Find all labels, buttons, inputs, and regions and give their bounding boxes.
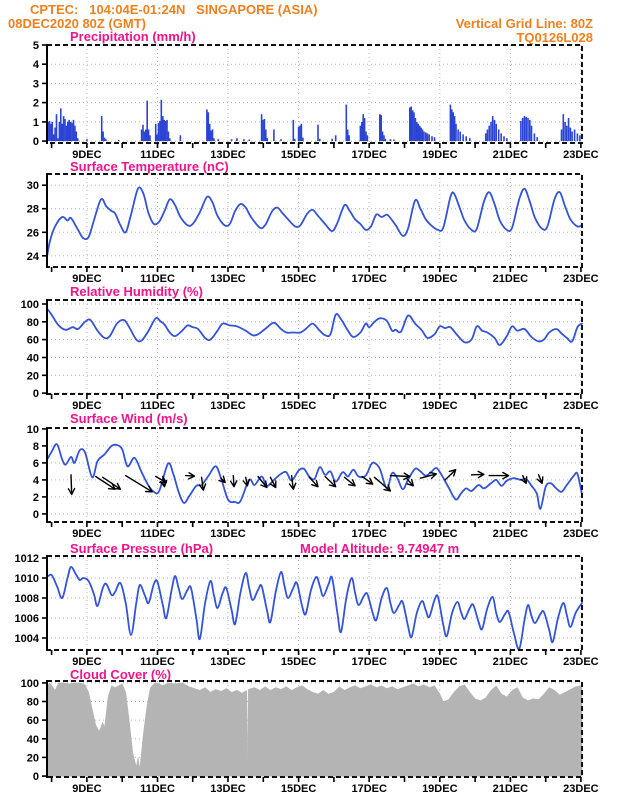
precip-bar (262, 120, 264, 141)
precip-bar (236, 138, 238, 141)
y-tick-label: 5 (32, 40, 39, 52)
precip-bar (273, 130, 275, 142)
x-tick-label: 21DEC (492, 400, 529, 412)
surface-pressure-panel (15, 553, 599, 668)
precip-bar (420, 128, 422, 142)
precip-bar (416, 122, 418, 141)
x-tick-label: 21DEC (492, 149, 529, 161)
x-tick-label: 23DEC (563, 400, 599, 412)
precip-bar (413, 112, 415, 141)
x-tick-label: 11DEC (140, 400, 175, 412)
y-tick-label: 80 (26, 316, 39, 329)
x-tick-label: 11DEC (140, 149, 175, 161)
panel-frame (47, 556, 582, 650)
wind-arrow (445, 470, 456, 480)
x-tick-label: 19DEC (422, 656, 458, 668)
precip-bar (61, 124, 63, 141)
precip-bar (231, 139, 233, 141)
precip-bar (86, 139, 88, 141)
precip-bar (73, 120, 75, 141)
vertical-grid-note: Vertical Grid Line: 80Z (455, 16, 593, 31)
wind-arrow (68, 475, 74, 495)
precip-bar (524, 116, 526, 141)
precip-bar (59, 122, 61, 141)
x-tick-label: 21DEC (492, 656, 529, 668)
precip-bar (146, 101, 148, 141)
surface-temperature-panel (27, 173, 599, 285)
precip-bar (506, 138, 508, 141)
x-tick-label: 15DEC (280, 149, 317, 161)
y-tick-label: 0 (32, 136, 39, 149)
precip-bar (248, 140, 250, 142)
wind-arrow (537, 475, 543, 484)
precip-bar (393, 140, 395, 142)
y-tick-label: 0 (32, 388, 39, 401)
surface-pressure-series (47, 567, 582, 649)
wind-arrow (472, 471, 484, 477)
precip-bar (118, 140, 120, 141)
y-tick-label: 0 (32, 508, 39, 521)
panel-title-wind: Surface Wind (m/s) (70, 411, 188, 426)
x-tick-label: 13DEC (210, 528, 246, 540)
wind-arrow (200, 477, 206, 490)
precip-bar (165, 121, 167, 141)
wind-arrow (243, 477, 249, 486)
precip-bar (264, 119, 266, 141)
y-tick-label: 6 (32, 457, 39, 470)
x-tick-label: 19DEC (422, 783, 458, 795)
precip-bar (457, 130, 459, 142)
x-tick-label: 23DEC (563, 783, 599, 795)
wind-arrow (186, 473, 195, 479)
precip-bar (158, 123, 160, 141)
x-tick-label: 21DEC (492, 528, 529, 540)
precip-bar (380, 115, 382, 141)
precip-bar (531, 126, 533, 141)
precip-bar (302, 138, 304, 142)
precip-bar (217, 139, 219, 141)
precip-bar (293, 120, 295, 141)
precip-bar (101, 116, 103, 141)
cloud-cover-series (47, 683, 582, 776)
precip-bar (455, 124, 457, 141)
precip-bar (265, 130, 267, 142)
precip-bar (180, 135, 182, 141)
x-tick-label: 9DEC (72, 528, 102, 540)
x-tick-label: 21DEC (492, 783, 529, 795)
y-tick-label: 1012 (14, 553, 39, 565)
precip-bar (490, 122, 492, 141)
precip-bar (53, 134, 55, 141)
x-tick-label: 15DEC (280, 656, 317, 668)
precip-bar (335, 135, 337, 141)
precip-bar (500, 133, 502, 141)
precip-bar (427, 133, 429, 141)
precip-bar (418, 124, 420, 141)
panel-title-humidity: Relative Humidity (%) (70, 284, 203, 299)
precip-bar (527, 118, 529, 141)
precip-bar (102, 132, 104, 142)
precip-bar (347, 130, 349, 142)
y-tick-label: 2 (32, 491, 39, 504)
precip-bar (566, 126, 568, 141)
precip-bar (536, 137, 538, 141)
precip-bar (74, 126, 76, 141)
x-tick-label: 23DEC (563, 656, 599, 668)
y-tick-label: 80 (26, 696, 39, 709)
panel-frame (47, 300, 582, 394)
y-tick-label: 8 (32, 440, 39, 453)
precip-bar (298, 127, 300, 141)
precip-bar (299, 126, 301, 141)
y-tick-label: 60 (26, 334, 39, 347)
precip-bar (49, 121, 51, 141)
wind-arrow (231, 476, 237, 487)
x-tick-label: 19DEC (422, 528, 458, 540)
x-tick-label: 21DEC (492, 273, 529, 285)
x-tick-label: 17DEC (351, 149, 387, 161)
precip-bar (415, 118, 417, 141)
precipitation-panel (33, 40, 599, 161)
station-header: CPTEC: 104:04E-01:24N SINGAPORE (ASIA) (30, 2, 318, 17)
precip-bar (571, 132, 573, 142)
x-tick-label: 17DEC (351, 783, 387, 795)
y-tick-label: 1004 (14, 633, 39, 645)
precip-bar (346, 105, 348, 142)
precip-bar (155, 124, 157, 141)
precip-bar (379, 114, 381, 141)
precip-bar (492, 116, 494, 141)
precip-bar (144, 132, 146, 142)
cloud-cover-panel (21, 678, 599, 795)
precip-bar (382, 132, 384, 142)
y-tick-label: 3 (32, 78, 39, 91)
precip-bar (563, 114, 565, 141)
precip-bar (76, 132, 78, 142)
precip-bar (534, 133, 536, 141)
panel-title-precipitation: Precipitation (mm/h) (70, 29, 196, 44)
precip-bar (104, 138, 106, 142)
x-tick-label: 15DEC (280, 400, 317, 412)
x-tick-label: 17DEC (351, 273, 387, 285)
y-tick-label: 4 (32, 474, 39, 487)
precip-bar (348, 135, 350, 141)
precip-bar (145, 130, 147, 142)
precip-bar (419, 126, 421, 141)
precip-bar (64, 119, 66, 141)
precip-bar (465, 136, 467, 141)
x-tick-label: 19DEC (422, 273, 458, 285)
precip-bar (142, 125, 144, 141)
x-tick-label: 13DEC (210, 273, 246, 285)
x-tick-label: 9DEC (72, 400, 102, 412)
wind-arrow (345, 477, 356, 486)
precip-bar (71, 123, 73, 141)
precip-bar (520, 121, 522, 141)
precip-bar (425, 132, 427, 141)
y-tick-label: 20 (26, 752, 39, 765)
precip-bar (243, 139, 245, 141)
y-tick-label: 20 (26, 370, 39, 383)
precip-bar (459, 132, 461, 142)
precip-bar (431, 136, 433, 141)
precip-bar (54, 128, 56, 142)
precip-bar (362, 114, 364, 141)
relative-humidity-panel (21, 299, 599, 412)
precip-bar (525, 117, 527, 141)
precip-bar (60, 108, 62, 141)
run-tag: TQ0126L028 (516, 30, 593, 45)
x-tick-label: 19DEC (422, 149, 458, 161)
x-tick-label: 17DEC (351, 528, 387, 540)
precip-bar (206, 109, 208, 141)
x-tick-label: 9DEC (72, 783, 102, 795)
precip-bar (503, 136, 505, 141)
precip-bar (331, 139, 333, 141)
precip-bar (294, 139, 296, 141)
precip-bar (162, 116, 164, 141)
x-tick-label: 23DEC (563, 149, 599, 161)
x-tick-label: 23DEC (563, 273, 599, 285)
x-tick-label: 11DEC (140, 273, 175, 285)
precip-bar (409, 108, 411, 142)
x-tick-label: 17DEC (351, 400, 387, 412)
wind-arrow (521, 476, 527, 484)
precip-bar (364, 118, 366, 141)
surface-temperature-series (47, 187, 582, 257)
precip-bar (163, 120, 165, 141)
precip-bar (67, 122, 69, 141)
precip-bar (410, 107, 412, 142)
y-tick-label: 24 (26, 250, 39, 263)
wind-arrow (489, 473, 508, 479)
precip-bar (561, 130, 563, 142)
precip-bar (579, 135, 581, 141)
precip-bar (450, 105, 452, 142)
x-tick-label: 19DEC (422, 400, 458, 412)
precip-bar (210, 131, 212, 142)
x-tick-label: 13DEC (210, 149, 246, 161)
x-tick-label: 17DEC (351, 656, 387, 668)
x-tick-label: 9DEC (72, 149, 102, 161)
precip-bar (159, 121, 161, 141)
y-tick-label: 28 (26, 203, 39, 216)
x-tick-label: 13DEC (210, 656, 246, 668)
y-tick-label: 1008 (14, 593, 39, 605)
precip-bar (454, 116, 456, 141)
x-tick-label: 11DEC (140, 783, 175, 795)
precip-bar (495, 124, 497, 141)
x-tick-label: 11DEC (140, 528, 175, 540)
y-tick-label: 1010 (14, 573, 39, 585)
precip-bar (156, 134, 158, 141)
y-tick-label: 1006 (14, 613, 39, 625)
precip-bar (452, 112, 454, 141)
precip-bar (161, 100, 163, 141)
precip-bar (365, 132, 367, 142)
y-tick-label: 10 (26, 423, 39, 436)
precip-bar (570, 128, 572, 142)
precip-bar (266, 138, 268, 141)
precip-bar (385, 139, 387, 141)
precip-bar (522, 118, 524, 141)
precip-bar (434, 137, 436, 141)
precip-bar (529, 120, 531, 141)
precip-bar (105, 139, 107, 141)
precip-bar (317, 125, 319, 141)
precip-bar (488, 126, 490, 141)
precip-bar (208, 112, 210, 141)
precip-bar (63, 116, 65, 141)
precip-bar (423, 132, 425, 142)
precip-bar (390, 139, 392, 141)
precip-bar (577, 133, 579, 141)
y-tick-label: 40 (26, 352, 39, 365)
precip-bar (70, 122, 72, 141)
panel-title-cloud: Cloud Cover (%) (70, 667, 172, 682)
precip-bar (169, 138, 171, 141)
precip-bar (451, 109, 453, 141)
precip-bar (209, 124, 211, 141)
precip-bar (367, 135, 369, 141)
precip-bar (56, 114, 58, 141)
y-tick-label: 100 (20, 677, 39, 690)
y-tick-label: 4 (32, 59, 39, 72)
y-tick-label: 30 (26, 180, 39, 193)
precip-bar (568, 118, 570, 141)
precip-bar (261, 114, 263, 141)
x-tick-label: 11DEC (140, 656, 175, 668)
precip-bar (149, 135, 151, 141)
y-tick-label: 26 (26, 227, 39, 240)
x-tick-label: 9DEC (72, 273, 102, 285)
panel-title-pressure: Surface Pressure (hPa) (70, 541, 214, 556)
precip-bar (487, 130, 489, 142)
precip-bar (77, 138, 79, 141)
precip-bar (52, 122, 54, 141)
x-tick-label: 23DEC (563, 528, 599, 540)
precip-bar (485, 133, 487, 141)
run-datetime: 08DEC2020 80Z (GMT) (8, 16, 146, 31)
precip-bar (428, 134, 430, 141)
precip-bar (280, 139, 282, 141)
precip-bar (462, 134, 464, 141)
precip-bar (412, 110, 414, 141)
panel-frame (47, 174, 582, 267)
x-tick-label: 15DEC (280, 273, 317, 285)
precip-bar (166, 120, 168, 141)
panel-frame (47, 45, 582, 143)
x-tick-label: 15DEC (280, 528, 317, 540)
precip-bar (148, 130, 150, 142)
precip-bar (68, 120, 70, 141)
precip-bar (141, 130, 143, 142)
y-tick-label: 1 (32, 116, 39, 129)
surface-wind-panel (27, 424, 599, 540)
precip-bar (212, 130, 214, 142)
precip-bar (301, 124, 303, 141)
precip-bar (319, 139, 321, 141)
precip-bar (494, 120, 496, 141)
precip-bar (498, 130, 500, 142)
y-tick-label: 40 (26, 733, 39, 746)
precip-bar (361, 122, 363, 141)
precip-bar (564, 122, 566, 141)
panel-title-temperature: Surface Temperature (nC) (70, 159, 229, 174)
x-tick-label: 15DEC (280, 783, 317, 795)
y-tick-label: 2 (32, 97, 39, 110)
x-tick-label: 9DEC (72, 656, 102, 668)
precip-bar (469, 138, 471, 141)
precip-bar (213, 138, 215, 141)
precip-bar (66, 126, 68, 141)
precip-bar (360, 126, 362, 141)
precip-bar (168, 132, 170, 142)
precip-bar (50, 124, 52, 141)
x-tick-label: 13DEC (210, 783, 246, 795)
precip-bar (422, 130, 424, 142)
model-altitude-label: Model Altitude: 9.74947 m (300, 541, 460, 556)
y-tick-label: 60 (26, 715, 39, 728)
precip-bar (383, 135, 385, 141)
precip-bar (57, 138, 59, 141)
precip-bar (574, 130, 576, 142)
y-tick-label: 0 (32, 771, 39, 784)
x-tick-label: 13DEC (210, 400, 246, 412)
y-tick-label: 100 (20, 299, 39, 311)
